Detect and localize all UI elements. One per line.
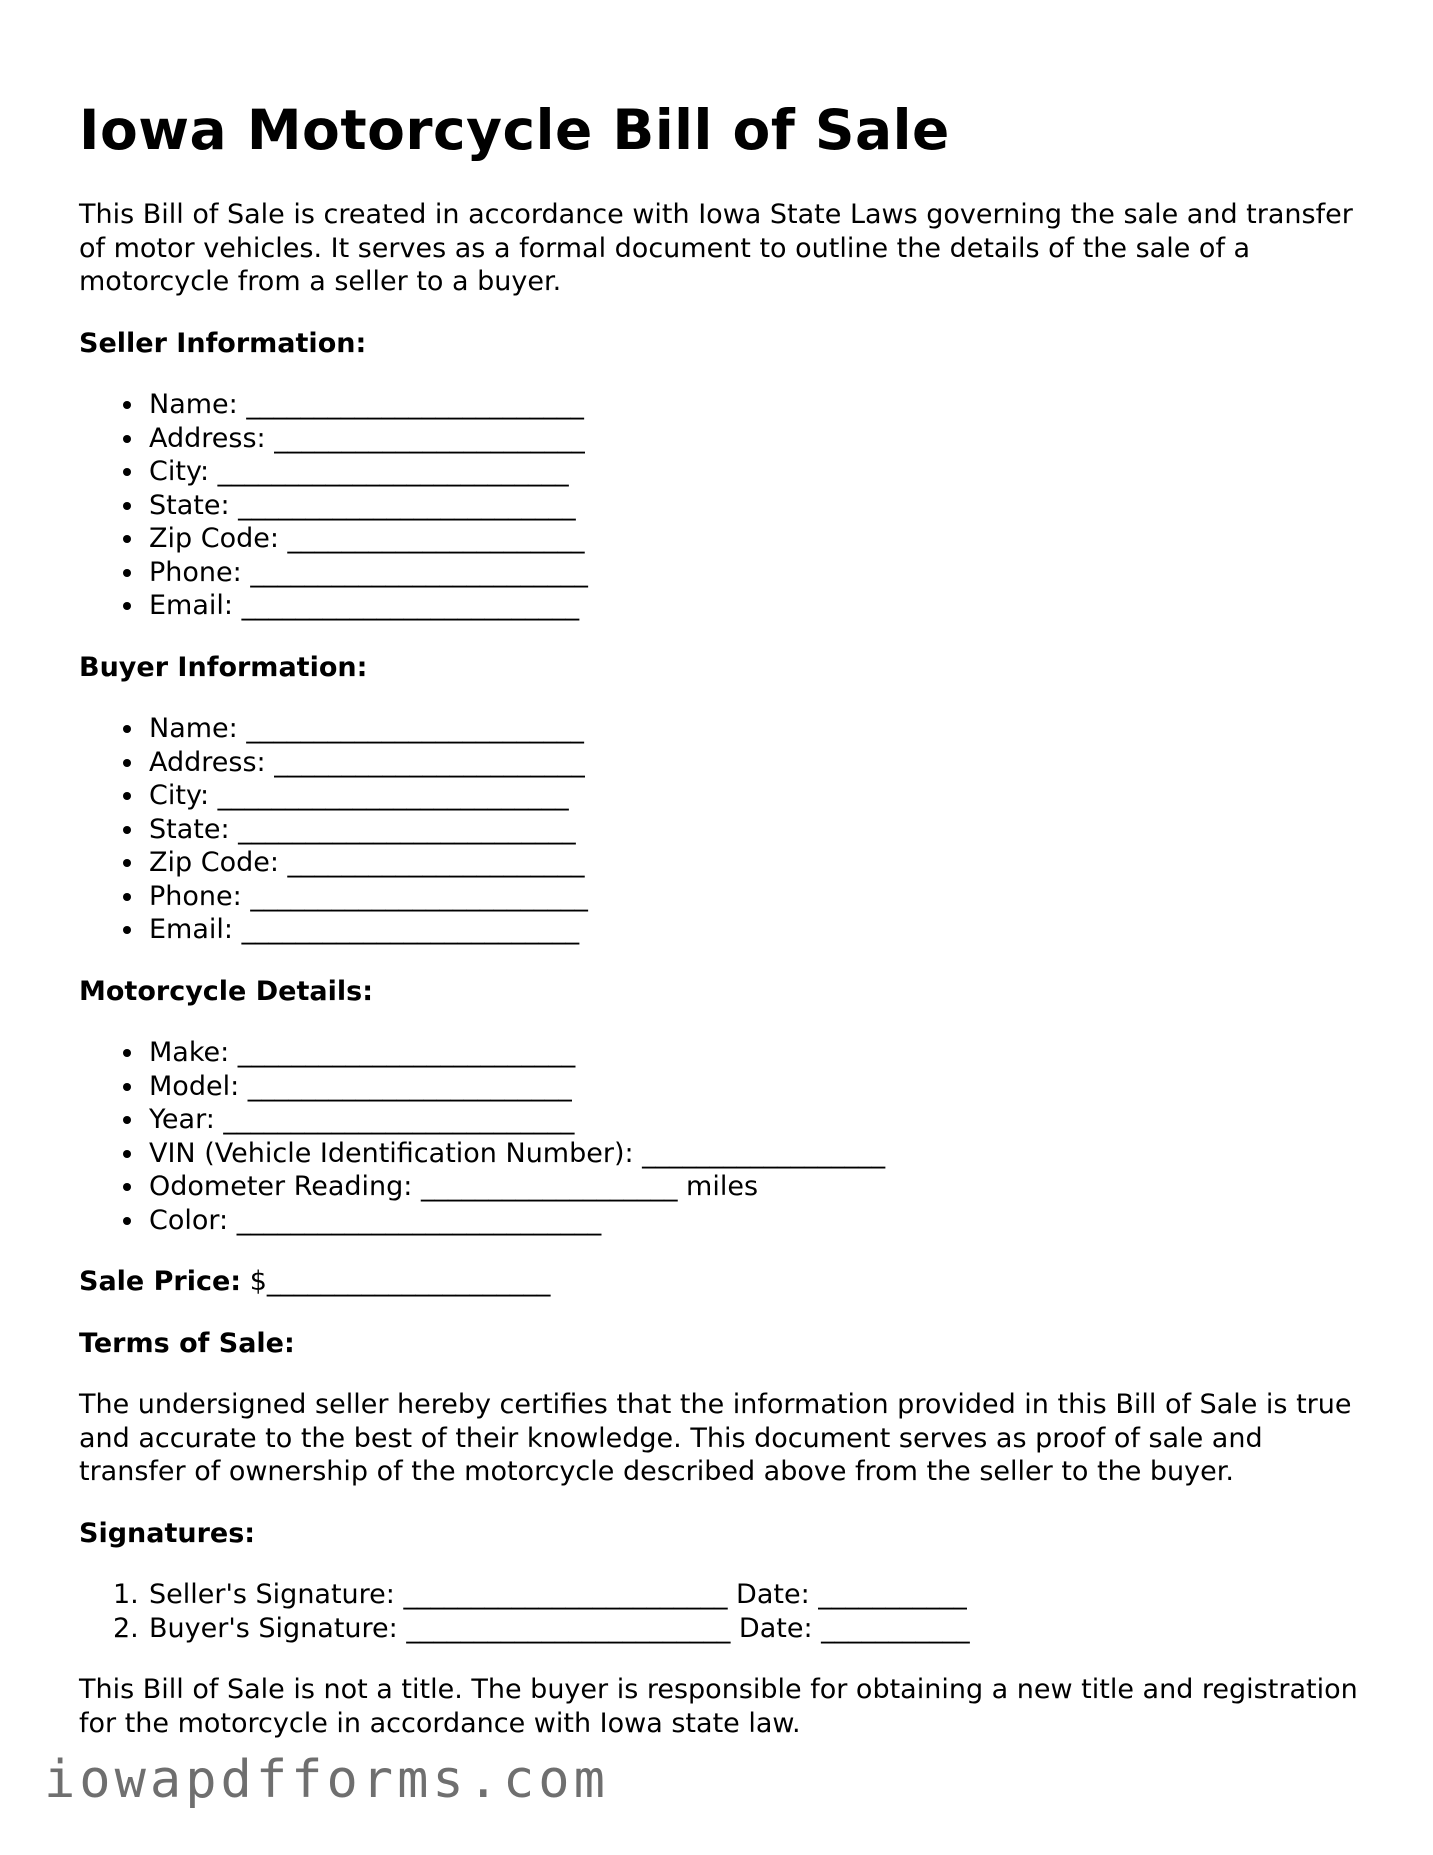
buyer-state-field[interactable]: State: _________________________ (149, 813, 1369, 847)
buyer-signature-line[interactable] (113, 1612, 1369, 1646)
buyer-signature-text: Buyer's Signature: ________________________ Date: ___________ (149, 1612, 970, 1644)
terms-paragraph: The undersigned seller hereby certifies that the information provided in this Bill of Sale is true and accurate to the best of their knowledge. This document serves as proof of sale and transfer of ownership of the motorcycle described above from the seller to the buyer. (79, 1389, 1352, 1487)
year-field[interactable]: Year: __________________________ (149, 1103, 1369, 1137)
buyer-fields (79, 712, 1369, 947)
signatures-list (79, 1578, 1369, 1645)
odometer-field[interactable]: Odometer Reading: ___________________ miles (149, 1170, 1369, 1204)
seller-zip-field[interactable]: Zip Code: ______________________ (149, 522, 1369, 556)
seller-city-field[interactable]: City: __________________________ (149, 455, 1369, 489)
seller-address-field[interactable]: Address: _______________________ (149, 422, 1369, 456)
color-field[interactable]: Color: ___________________________ (149, 1204, 1369, 1238)
seller-heading: Seller Information: (79, 327, 367, 359)
make-field[interactable]: Make: _________________________ (149, 1036, 1369, 1070)
signatures-heading: Signatures: (79, 1517, 256, 1549)
motorcycle-fields (79, 1036, 1369, 1237)
sale-price-label: Sale Price: (79, 1266, 242, 1297)
list-number: 1. (113, 1579, 139, 1610)
seller-signature-line[interactable] (113, 1578, 1369, 1612)
sale-price-line (79, 1265, 1369, 1299)
buyer-name-field[interactable]: Name: _________________________ (149, 712, 1369, 746)
model-field[interactable]: Model: ________________________ (149, 1070, 1369, 1104)
buyer-phone-field[interactable]: Phone: _________________________ (149, 880, 1369, 914)
seller-email-field[interactable]: Email: _________________________ (149, 589, 1369, 623)
document-title: Iowa Motorcycle Bill of Sale (79, 98, 950, 162)
closing-paragraph: This Bill of Sale is not a title. The buyer is responsible for obtaining a new title and registration for the motorcycle in accordance with Iowa state law. (79, 1674, 1358, 1739)
buyer-heading: Buyer Information: (79, 651, 368, 683)
buyer-city-field[interactable]: City: __________________________ (149, 779, 1369, 813)
seller-name-field[interactable]: Name: _________________________ (149, 388, 1369, 422)
site-watermark: iowapdfforms.com (44, 1750, 609, 1810)
document-page (79, 96, 1369, 1740)
seller-state-field[interactable]: State: _________________________ (149, 489, 1369, 523)
seller-fields (79, 388, 1369, 623)
list-number: 2. (113, 1612, 139, 1644)
seller-phone-field[interactable]: Phone: _________________________ (149, 556, 1369, 590)
motorcycle-heading: Motorcycle Details: (79, 975, 373, 1007)
terms-heading: Terms of Sale: (79, 1327, 295, 1359)
vin-field[interactable]: VIN (Vehicle Identification Number): __________________ (149, 1137, 1369, 1171)
buyer-zip-field[interactable]: Zip Code: ______________________ (149, 846, 1369, 880)
buyer-address-field[interactable]: Address: _______________________ (149, 746, 1369, 780)
buyer-email-field[interactable]: Email: _________________________ (149, 913, 1369, 947)
sale-price-field[interactable]: $_____________________ (241, 1266, 551, 1297)
seller-signature-text: Seller's Signature: ________________________ Date: ___________ (149, 1579, 967, 1610)
intro-paragraph: This Bill of Sale is created in accordance with Iowa State Laws governing the sale and transfer of motor vehicles. It serves as a formal document to outline the details of the sale of a motorcycle from a seller to a buyer. (79, 199, 1353, 297)
